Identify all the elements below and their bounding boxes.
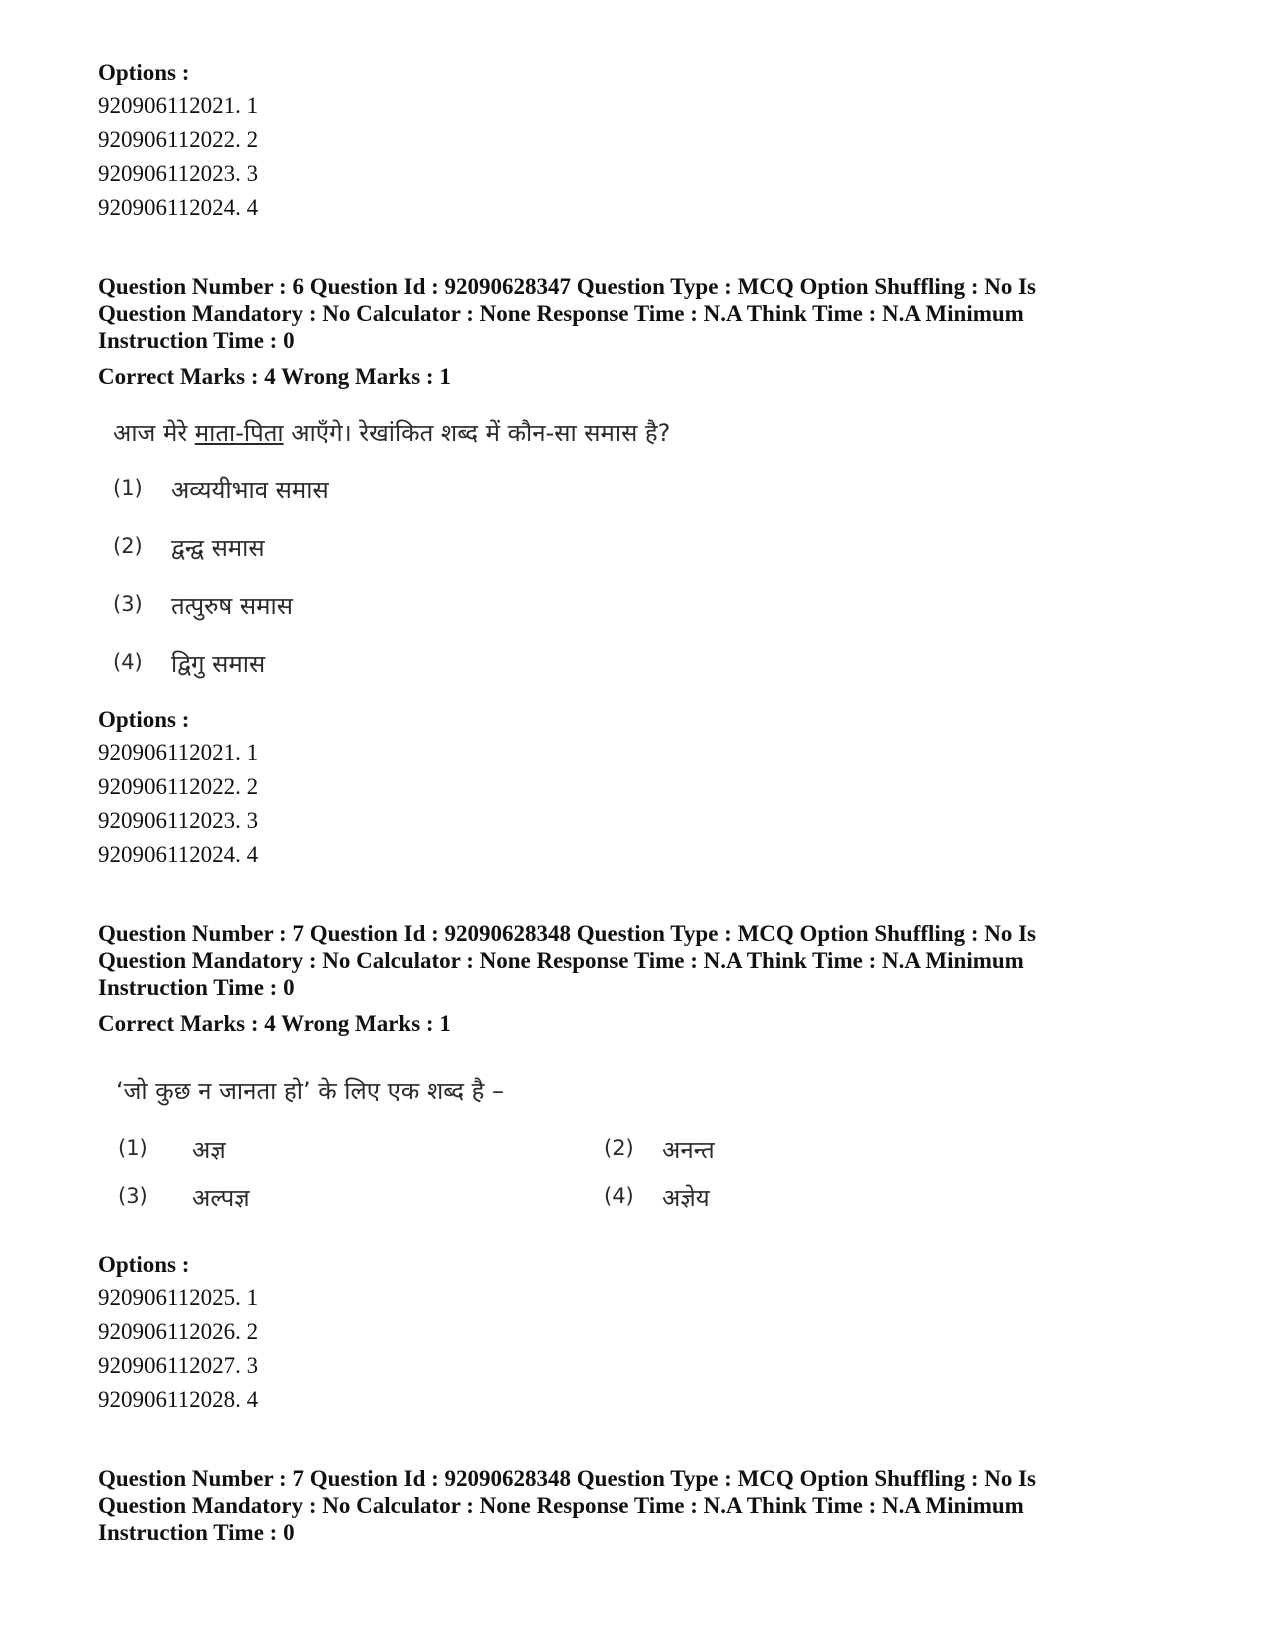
choice-number: (2) <box>604 1136 634 1160</box>
option-item: 920906112027. 3 <box>98 1353 259 1378</box>
choice-number: (1) <box>118 1136 148 1160</box>
question-7-marks: Correct Marks : 4 Wrong Marks : 1 <box>98 1011 451 1036</box>
choice-text: अज्ञ <box>192 1136 226 1164</box>
choice-number: (4) <box>113 650 143 674</box>
question-6-stem <box>113 416 670 449</box>
option-item: 920906112028. 4 <box>98 1387 259 1412</box>
question-meta-line: Question Number : 6 Question Id : 92090628347 Question Type : MCQ Option Shuffling : No Is <box>98 274 1037 299</box>
question-7-meta <box>98 920 1188 1001</box>
choice-text: द्विगु समास <box>171 650 266 678</box>
option-item: 920906112024. 4 <box>98 195 259 220</box>
option-item: 920906112022. 2 <box>98 127 259 152</box>
options-label: Options : <box>98 60 190 85</box>
choice-text: अव्ययीभाव समास <box>171 476 329 504</box>
question-meta-line: Question Mandatory : No Calculator : None Response Time : N.A Think Time : N.A Minimum <box>98 301 1024 326</box>
question-meta-line: Question Mandatory : No Calculator : None Response Time : N.A Think Time : N.A Minimum <box>98 1493 1024 1518</box>
option-item: 920906112023. 3 <box>98 808 259 833</box>
question-7-repeat-meta <box>98 1465 1188 1546</box>
option-item: 920906112021. 1 <box>98 93 259 118</box>
stem-text: आएँगे। रेखांकित शब्द में कौन-सा समास है? <box>283 419 671 447</box>
choice-text: अल्पज्ञ <box>192 1184 250 1212</box>
choice-text: तत्पुरुष समास <box>171 592 293 620</box>
choice-number: (3) <box>118 1184 148 1208</box>
choice-number: (3) <box>113 592 143 616</box>
question-meta-line: Instruction Time : 0 <box>98 1520 295 1545</box>
question-meta-line: Instruction Time : 0 <box>98 975 295 1000</box>
options-block-1 <box>98 56 1188 225</box>
question-meta-line: Instruction Time : 0 <box>98 328 295 353</box>
choice-text: द्वन्द्व समास <box>171 534 265 562</box>
question-meta-line: Question Mandatory : No Calculator : None Response Time : N.A Think Time : N.A Minimum <box>98 948 1024 973</box>
question-7-options <box>98 1248 1188 1417</box>
option-item: 920906112022. 2 <box>98 774 259 799</box>
options-label: Options : <box>98 707 190 732</box>
option-item: 920906112023. 3 <box>98 161 259 186</box>
question-6-meta <box>98 273 1188 354</box>
question-meta-line: Question Number : 7 Question Id : 92090628348 Question Type : MCQ Option Shuffling : No Is <box>98 921 1037 946</box>
options-label: Options : <box>98 1252 190 1277</box>
stem-underlined-word: माता-पिता <box>194 419 284 447</box>
question-6-options <box>98 703 1188 872</box>
choice-number: (1) <box>113 476 143 500</box>
question-7-stem: ‘जो कुछ न जानता हो’ के लिए एक शब्द है – <box>116 1077 505 1105</box>
option-item: 920906112025. 1 <box>98 1285 259 1310</box>
choice-text: अनन्त <box>662 1136 715 1164</box>
choice-number: (2) <box>113 534 143 558</box>
option-item: 920906112021. 1 <box>98 740 259 765</box>
choice-number: (4) <box>604 1184 634 1208</box>
option-item: 920906112024. 4 <box>98 842 259 867</box>
question-meta-line: Question Number : 7 Question Id : 92090628348 Question Type : MCQ Option Shuffling : No Is <box>98 1466 1037 1491</box>
choice-text: अज्ञेय <box>662 1184 710 1212</box>
option-item: 920906112026. 2 <box>98 1319 259 1344</box>
question-6-marks: Correct Marks : 4 Wrong Marks : 1 <box>98 364 451 389</box>
stem-text: आज मेरे <box>113 419 195 447</box>
